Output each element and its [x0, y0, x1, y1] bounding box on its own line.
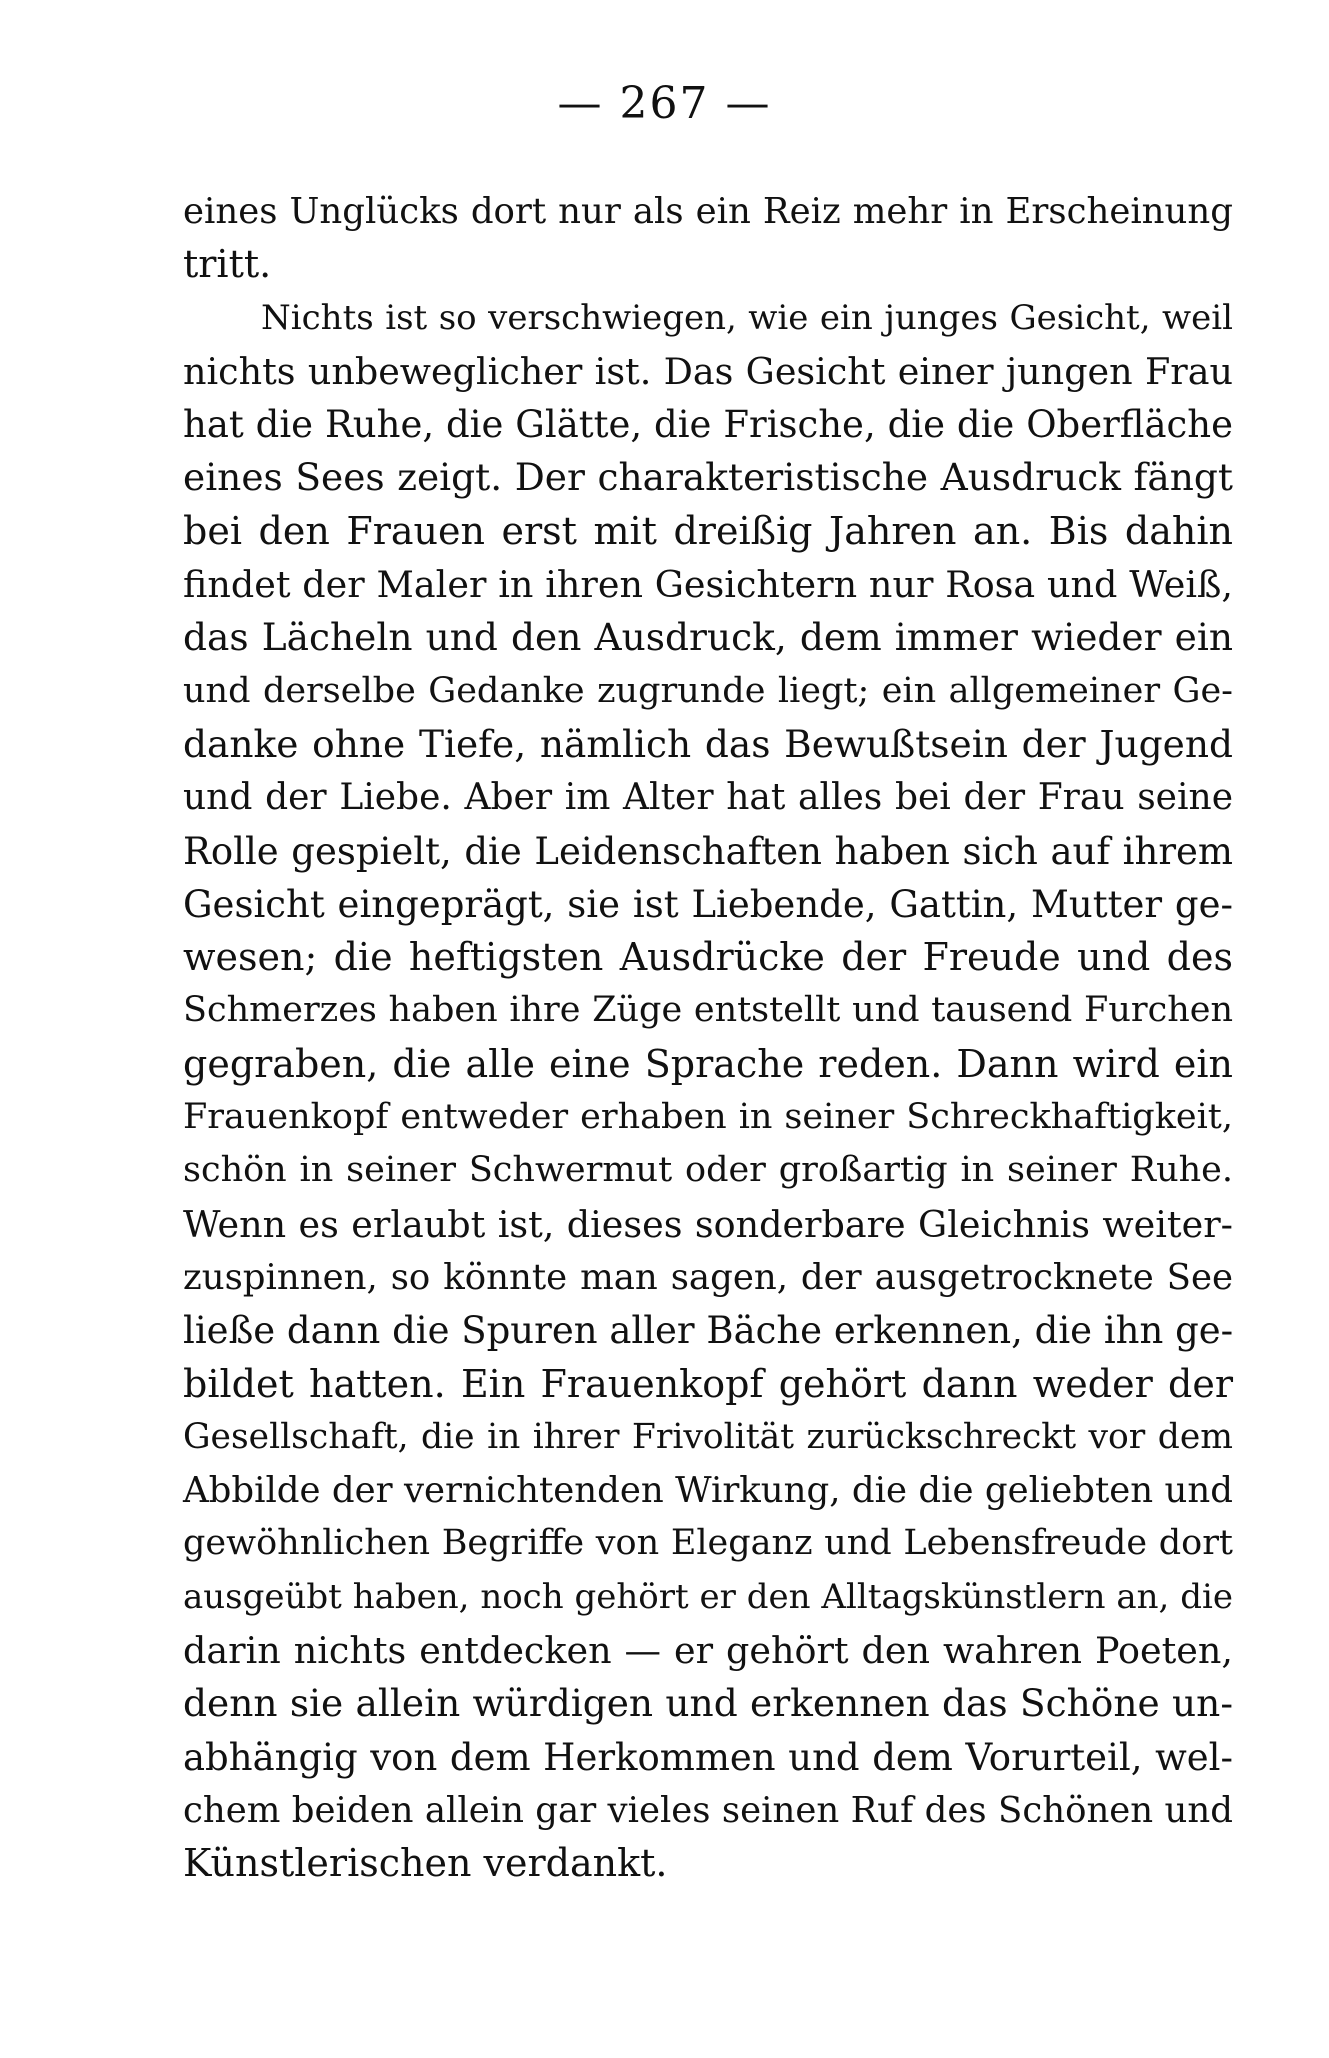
text-line: Wenn es erlaubt ist, dieses sonderbare Gleichnis weiter-	[183, 1202, 1233, 1246]
text-line: Schmerzes haben ihre Züge entstellt und tausend Furchen	[183, 990, 1233, 1031]
text-line: gegraben, die alle eine Sprache reden. Dann wird ein	[183, 1041, 1233, 1086]
text-line: Gesicht eingeprägt, sie ist Liebende, Gattin, Mutter ge-	[183, 882, 1233, 926]
text-line: Rolle gespielt, die Leidenschaften haben sich auf ihrem	[183, 829, 1233, 873]
text-line: darin nichts entdecken — er gehört den wahren Poeten,	[183, 1629, 1233, 1673]
text-line: bei den Frauen erst mit dreißig Jahren an. Bis dahin	[183, 508, 1233, 553]
text-line: gewöhnlichen Begriffe von Eleganz und Lebensfreude dort	[183, 1523, 1233, 1564]
text-line: und derselbe Gedanke zugrunde liegt; ein allgemeiner Ge-	[183, 670, 1233, 711]
text-line: nichts unbeweglicher ist. Das Gesicht einer jungen Frau	[183, 349, 1233, 393]
text-line: zuspinnen, so könnte man sagen, der ausgetrocknete See	[183, 1256, 1233, 1298]
text-line: Nichts ist so verschwiegen, wie ein junges Gesicht, weil	[261, 297, 1233, 338]
text-line: bildet hatten. Ein Frauenkopf gehört dann weder der	[183, 1361, 1233, 1406]
text-line: eines Unglücks dort nur als ein Reiz mehr in Erscheinung	[183, 191, 1233, 232]
text-line: tritt.	[183, 242, 272, 287]
text-line: und der Liebe. Aber im Alter hat alles bei der Frau seine	[183, 777, 1233, 819]
text-line: findet der Maler in ihren Gesichtern nur Rosa und Weiß,	[183, 563, 1233, 607]
page-number: — 267 —	[557, 78, 772, 129]
text-line: ausgeübt haben, noch gehört er den Alltagskünstlern an, die	[183, 1576, 1233, 1617]
text-line: denn sie allein würdigen und erkennen das Schöne un-	[183, 1681, 1233, 1726]
text-line: Frauenkopf entweder erhaben in seiner Schreckhaftigkeit,	[183, 1097, 1233, 1138]
text-line: schön in seiner Schwermut oder großartig in seiner Ruhe.	[183, 1150, 1233, 1191]
text-line: Gesellschaft, die in ihrer Frivolität zurückschreckt vor dem	[183, 1416, 1233, 1457]
text-line: ließe dann die Spuren aller Bäche erkennen, die ihn ge-	[183, 1309, 1234, 1353]
text-line: Künstlerischen verdankt.	[183, 1841, 668, 1886]
text-line: das Lächeln und den Ausdruck, dem immer wieder ein	[183, 615, 1233, 660]
body-text	[183, 185, 1233, 1891]
text-line: chem beiden allein gar vieles seinen Ruf des Schönen und	[183, 1789, 1233, 1831]
text-line: Abbilde der vernichtenden Wirkung, die die geliebten und	[183, 1470, 1233, 1512]
text-line: danke ohne Tiefe, nämlich das Bewußtsein der Jugend	[183, 721, 1233, 766]
text-line: abhängig von dem Herkommen und dem Vorurteil, wel-	[183, 1735, 1233, 1779]
text-line: hat die Ruhe, die Glätte, die Frische, die die Oberfläche	[183, 403, 1233, 447]
text-line: wesen; die heftigsten Ausdrücke der Freude und des	[183, 935, 1233, 980]
text-line: eines Sees zeigt. Der charakteristische Ausdruck fängt	[183, 455, 1233, 500]
